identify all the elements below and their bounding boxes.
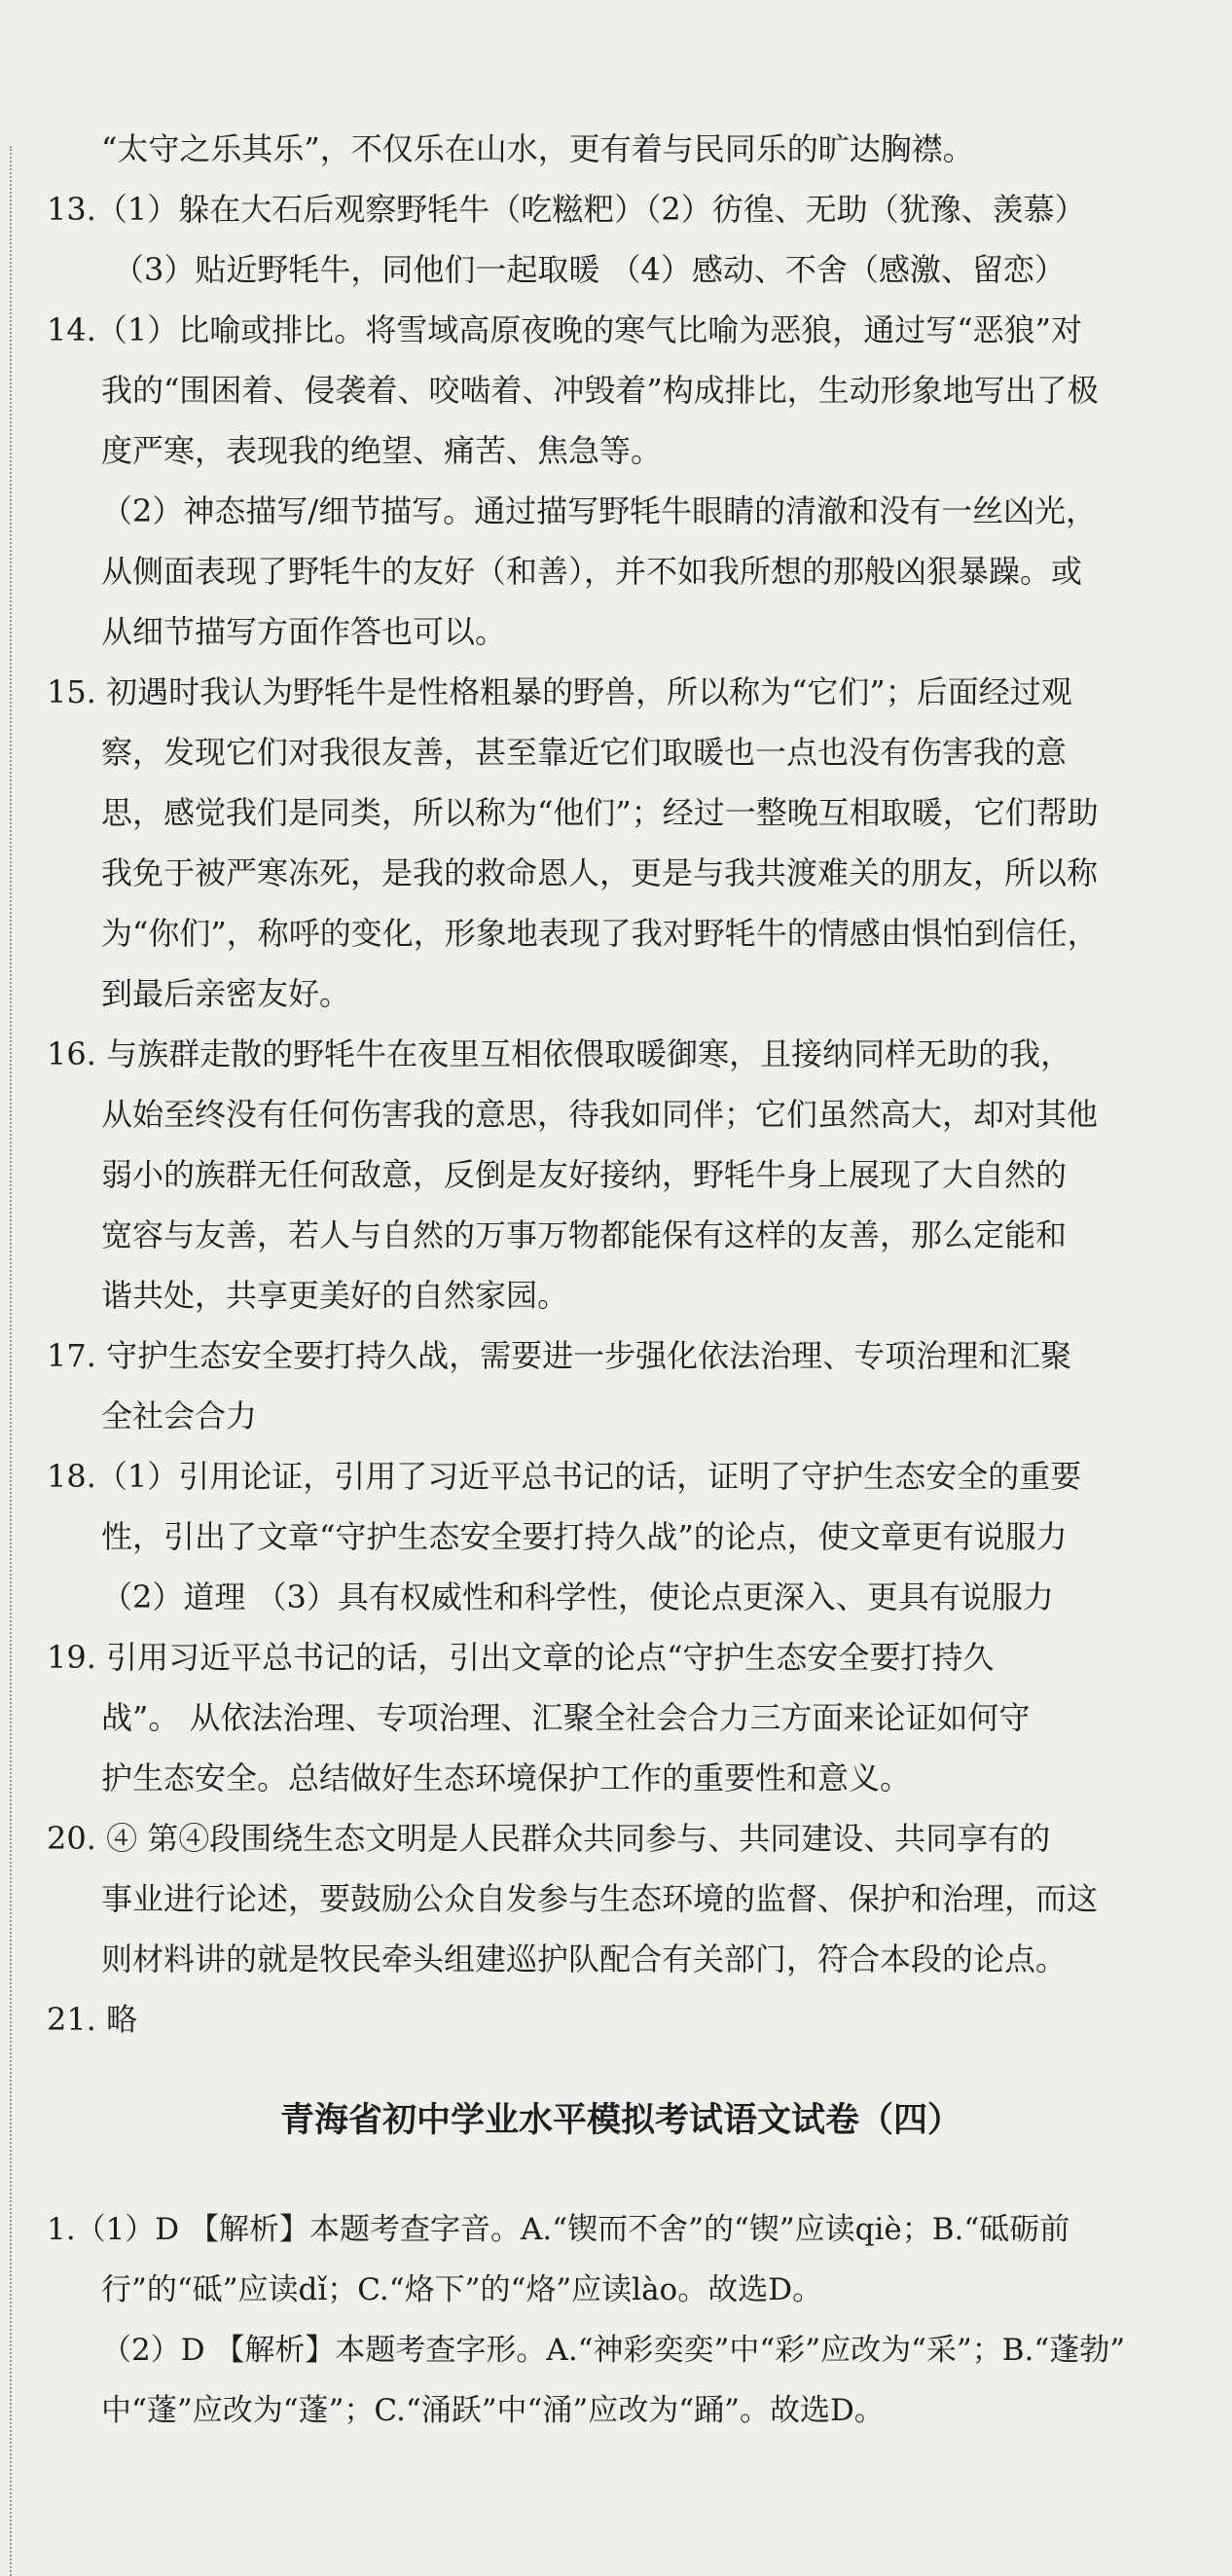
section-answer-line: （2）D 【解析】本题考查字形。A.“神彩奕奕”中“彩”应改为“采”；B.“蓬勃” bbox=[101, 2333, 1126, 2368]
answer-20-line: 则材料讲的就是牧民牵头组建巡护队配合有关部门，符合本段的论点。 bbox=[101, 1941, 1068, 1977]
answer-14-line: 从细节描写方面作答也可以。 bbox=[101, 613, 507, 650]
answer-15-line: 15. 初遇时我认为野牦牛是性格粗暴的野兽，所以称为“它们”；后面经过观 bbox=[47, 673, 1072, 710]
answer-20-line: 事业进行论述，要鼓励公众自发参与生态环境的监督、保护和治理，而这 bbox=[101, 1880, 1099, 1917]
answer-19-line: 19. 引用习近平总书记的话，引出文章的论点“守护生态安全要打持久 bbox=[47, 1639, 995, 1676]
binding-dotted-line bbox=[10, 146, 12, 2576]
answer-15-line: 到最后亲密友好。 bbox=[101, 975, 351, 1012]
answer-21-line: 21. 略 bbox=[47, 2001, 138, 2038]
answer-17-line: 全社会合力 bbox=[101, 1397, 258, 1434]
answer-16-line: 弱小的族群无任何敌意，反倒是友好接纳，野牦牛身上展现了大自然的 bbox=[101, 1156, 1068, 1193]
section-answer-line: 中“蓬”应改为“蓬”；C.“涌跃”中“涌”应改为“踊”。故选D。 bbox=[101, 2393, 885, 2428]
answer-14-line: 从侧面表现了野牦牛的友好（和善），并不如我所想的那般凶狠暴躁。或 bbox=[101, 553, 1083, 590]
answer-13-line: （3）贴近野牦牛，同他们一起取暖 （4）感动、不舍（感激、留恋） bbox=[113, 251, 1066, 288]
answer-20-line: 20. ④ 第④段围绕生态文明是人民群众共同参与、共同建设、共同享有的 bbox=[47, 1820, 1051, 1857]
answer-17-line: 17. 守护生态安全要打持久战，需要进一步强化依法治理、专项治理和汇聚 bbox=[47, 1337, 1072, 1374]
answer-15-line: 为“你们”，称呼的变化，形象地表现了我对野牦牛的情感由惧怕到信任， bbox=[101, 915, 1099, 952]
answer-18-line: 性，引出了文章“守护生态安全要打持久战”的论点，使文章更有说服力 bbox=[101, 1518, 1068, 1555]
answer-16-line: 从始至终没有任何伤害我的意思，待我如同伴；它们虽然高大，却对其他 bbox=[101, 1096, 1099, 1133]
answer-13-line: 13.（1）躲在大石后观察野牦牛（吃糍粑）（2）彷徨、无助（犹豫、羡慕） bbox=[47, 191, 1086, 228]
section-answer-line: 行”的“砥”应读dǐ；C.“烙下”的“烙”应读lào。故选D。 bbox=[101, 2272, 823, 2307]
answer-19-line: 护生态安全。总结做好生态环境保护工作的重要性和意义。 bbox=[101, 1760, 912, 1796]
answer-18-line: 18.（1）引用论证，引用了习近平总书记的话，证明了守护生态安全的重要 bbox=[47, 1458, 1082, 1495]
answer-16-line: 宽容与友善，若人与自然的万事万物都能保有这样的友善，那么定能和 bbox=[101, 1216, 1068, 1253]
answer-14-line: 我的“围困着、侵袭着、咬啮着、冲毁着”构成排比，生动形象地写出了极 bbox=[101, 372, 1099, 409]
answer-15-line: 察，发现它们对我很友善，甚至靠近它们取暖也一点也没有伤害我的意 bbox=[101, 734, 1068, 771]
answer-18-line: （2）道理 （3）具有权威性和科学性，使论点更深入、更具有说服力 bbox=[101, 1578, 1054, 1615]
answer-15-line: 思，感觉我们是同类，所以称为“他们”；经过一整晚互相取暖，它们帮助 bbox=[101, 794, 1099, 831]
section-title: 青海省初中学业水平模拟考试语文试卷（四） bbox=[279, 2101, 961, 2140]
answer-14-line: 度严寒，表现我的绝望、痛苦、焦急等。 bbox=[101, 432, 663, 469]
answer-19-line: 战”。 从依法治理、专项治理、汇聚全社会合力三方面来论证如何守 bbox=[101, 1699, 1031, 1736]
section-answer-line: 1.（1）D 【解析】本题考查字音。A.“锲而不舍”的“锲”应读qiè；B.“砥砺前 bbox=[47, 2212, 1070, 2247]
answer-16-line: 谐共处，共享更美好的自然家园。 bbox=[101, 1277, 569, 1314]
answer-14-line: （2）神态描写/细节描写。通过描写野牦牛眼睛的清澈和没有一丝凶光， bbox=[101, 492, 1098, 529]
answer-16-line: 16. 与族群走散的野牦牛在夜里互相依偎取暖御寒，且接纳同样无助的我， bbox=[47, 1035, 1072, 1072]
answer-page bbox=[47, 119, 1195, 2441]
answer-14-line: 14.（1）比喻或排比。将雪域高原夜晚的寒气比喻为恶狼，通过写“恶狼”对 bbox=[47, 311, 1082, 348]
answer-15-line: 我免于被严寒冻死，是我的救命恩人，更是与我共渡难关的朋友，所以称 bbox=[101, 854, 1099, 891]
answer-line: “太守之乐其乐”，不仅乐在山水，更有着与民同乐的旷达胸襟。 bbox=[101, 130, 974, 167]
